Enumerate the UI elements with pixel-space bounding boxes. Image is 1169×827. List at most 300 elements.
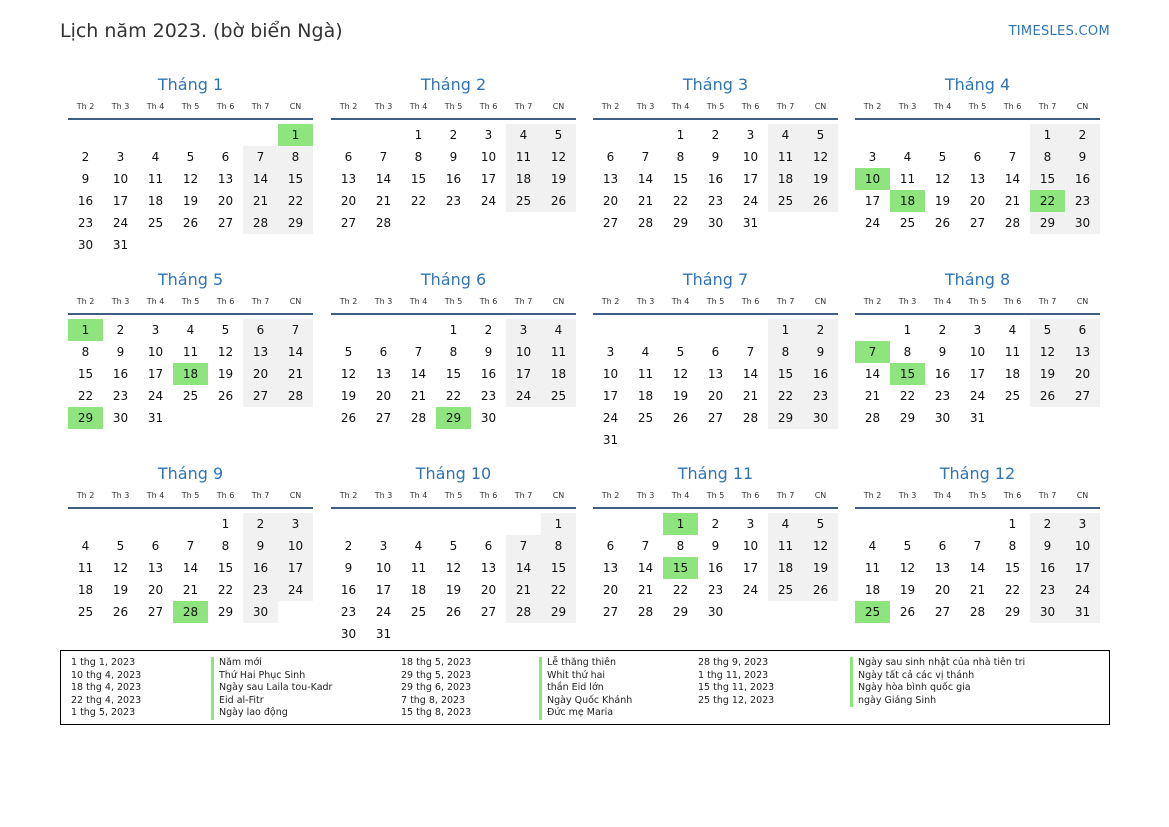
weekday-label: Th 3 [636,102,655,111]
weekday-label: Th 6 [216,102,235,111]
day-cell: 1 [541,513,576,535]
day-cell: 26 [672,411,689,425]
day-cell: 5 [938,150,947,164]
legend-holiday-name: Eid al-Fitr [211,695,332,708]
day-cell: 12 [445,561,462,575]
holiday-day-cell: 18 [890,190,925,212]
weekday-label: Th 2 [863,297,882,306]
legend-date: 10 thg 4, 2023 [71,669,142,681]
weekday-label: Th 5 [706,297,725,306]
empty-cell [436,513,471,535]
day-cell: 21 [637,194,654,208]
day-cell: 15 [445,367,462,381]
day-cell: 8 [1030,146,1065,168]
day-cell: 17 [375,583,392,597]
month-title: Tháng 7 [682,270,749,289]
empty-cell [243,124,278,146]
weekday-header [331,295,576,309]
day-cell: 8 [414,150,423,164]
weekday-label: Th 3 [636,491,655,500]
day-cell: 18 [77,583,94,597]
day-cell: 21 [506,579,541,601]
month-title: Tháng 1 [157,75,224,94]
day-cell: 28 [969,605,986,619]
day-cell: 7 [641,150,650,164]
day-cell: 10 [742,539,759,553]
day-cell: 9 [711,150,720,164]
legend-date: 29 thg 6, 2023 [401,682,472,693]
day-cell: 2 [803,319,838,341]
day-cell: 4 [768,513,803,535]
day-cell: 29 [768,407,803,429]
empty-cell [995,124,1030,146]
weekday-label: Th 3 [898,102,917,111]
day-cell: 4 [186,323,195,337]
header-divider [68,507,313,509]
day-cell: 27 [1065,385,1100,407]
day-cell: 9 [1030,535,1065,557]
day-cell: 21 [375,194,392,208]
weekday-label: Th 5 [706,491,725,500]
day-cell: 5 [903,539,912,553]
legend-date: 15 thg 11, 2023 [698,682,775,693]
day-cell: 15 [672,172,689,186]
holiday-legend [60,650,1110,725]
month-12 [855,463,1100,623]
day-cell: 5 [541,124,576,146]
day-cell: 29 [278,212,313,234]
weekday-label: Th 5 [181,297,200,306]
day-cell: 29 [1004,605,1021,619]
weekday-label: Th 7 [1038,491,1057,500]
day-cell: 5 [803,513,838,535]
legend-holiday-name: Lễ thăng thiên [539,657,632,670]
holiday-day-cell: 25 [855,601,890,623]
day-cell: 16 [707,561,724,575]
day-cell: 15 [217,561,234,575]
day-cell: 25 [768,190,803,212]
day-cell: 7 [243,146,278,168]
day-cell: 2 [344,539,353,553]
legend-date: 1 thg 5, 2023 [71,707,136,718]
day-cell: 2 [711,517,720,531]
day-cell: 23 [1030,579,1065,601]
day-cell: 7 [641,539,650,553]
day-cell: 26 [217,389,234,403]
weekday-label: Th 2 [76,491,95,500]
day-cell: 11 [541,341,576,363]
day-cell: 2 [116,323,125,337]
month-title: Tháng 11 [677,464,754,483]
weekday-label: Th 5 [968,102,987,111]
weekday-label: Th 3 [898,491,917,500]
legend-date: 29 thg 5, 2023 [401,669,472,681]
empty-cell [103,513,138,535]
day-cell: 22 [445,389,462,403]
weekday-label: Th 2 [601,102,620,111]
empty-cell [331,319,366,341]
day-cell: 11 [182,345,199,359]
day-cell: 3 [606,345,615,359]
weekday-label: Th 4 [146,102,165,111]
day-cell: 7 [278,319,313,341]
day-grid [68,319,313,429]
day-cell: 19 [445,583,462,597]
day-cell: 17 [602,389,619,403]
empty-cell [663,319,698,341]
day-cell: 26 [182,216,199,230]
day-cell: 5 [676,345,685,359]
empty-cell [366,319,401,341]
day-cell: 12 [899,561,916,575]
weekday-label: Th 3 [374,102,393,111]
day-cell: 13 [480,561,497,575]
day-cell: 10 [375,561,392,575]
legend-holiday-name: Ngày Quốc Khánh [539,695,632,708]
day-cell: 9 [484,345,493,359]
day-grid [593,124,838,234]
month-title: Tháng 3 [682,75,749,94]
day-cell: 18 [768,557,803,579]
day-cell: 15 [541,557,576,579]
header-divider [593,507,838,509]
day-cell: 15 [77,367,94,381]
header-divider [331,507,576,509]
day-cell: 19 [1030,363,1065,385]
legend-date: 18 thg 5, 2023 [401,657,472,668]
weekday-header [593,295,838,309]
month-4 [855,74,1100,234]
weekday-label: Th 4 [409,491,428,500]
day-cell: 11 [410,561,427,575]
day-cell: 6 [606,539,615,553]
day-cell: 7 [746,345,755,359]
day-cell: 3 [746,128,755,142]
day-cell: 7 [1008,150,1017,164]
empty-cell [173,124,208,146]
day-cell: 12 [672,367,689,381]
holiday-day-cell: 22 [1030,190,1065,212]
day-cell: 21 [243,190,278,212]
day-cell: 22 [899,389,916,403]
day-cell: 10 [742,150,759,164]
holiday-day-cell: 15 [890,363,925,385]
day-cell: 24 [112,216,129,230]
weekday-label: Th 4 [146,491,165,500]
day-cell: 19 [217,367,234,381]
day-cell: 30 [803,407,838,429]
legend-names-col-2 [539,657,632,720]
day-cell: 5 [186,150,195,164]
day-cell: 11 [768,146,803,168]
weekday-label: CN [289,102,302,111]
legend-holiday-name: thần Eid lớn [539,682,632,695]
header-divider [68,313,313,315]
day-cell: 25 [410,605,427,619]
day-cell: 17 [969,367,986,381]
day-cell: 6 [243,319,278,341]
day-cell: 1 [676,128,685,142]
day-cell: 9 [803,341,838,363]
day-cell: 26 [340,411,357,425]
weekday-label: CN [289,491,302,500]
empty-cell [208,124,243,146]
day-cell: 26 [899,605,916,619]
weekday-label: CN [1076,491,1089,500]
day-cell: 23 [340,605,357,619]
header-divider [855,507,1100,509]
day-cell: 30 [1030,601,1065,623]
weekday-label: CN [289,297,302,306]
day-cell: 7 [379,150,388,164]
weekday-label: Th 5 [706,102,725,111]
day-cell: 14 [278,341,313,363]
weekday-label: Th 6 [479,102,498,111]
day-cell: 31 [147,411,164,425]
day-cell: 4 [1008,323,1017,337]
day-cell: 23 [934,389,951,403]
day-cell: 20 [480,583,497,597]
legend-date: 22 thg 4, 2023 [71,694,142,706]
day-cell: 11 [1004,345,1021,359]
day-cell: 20 [934,583,951,597]
day-cell: 22 [410,194,427,208]
day-cell: 20 [969,194,986,208]
month-8 [855,269,1100,429]
day-cell: 20 [217,194,234,208]
weekday-label: Th 2 [76,297,95,306]
legend-names-col-3 [850,657,1025,707]
day-cell: 19 [541,168,576,190]
day-cell: 29 [672,605,689,619]
day-cell: 23 [243,579,278,601]
month-title: Tháng 12 [939,464,1016,483]
day-cell: 24 [742,194,759,208]
day-cell: 3 [151,323,160,337]
weekday-label: CN [552,297,565,306]
day-cell: 30 [707,216,724,230]
day-cell: 8 [1008,539,1017,553]
weekday-label: Th 6 [479,491,498,500]
weekday-label: Th 7 [776,491,795,500]
day-cell: 20 [243,363,278,385]
day-cell: 19 [899,583,916,597]
weekday-label: Th 6 [216,491,235,500]
day-cell: 20 [375,389,392,403]
month-title: Tháng 10 [415,464,492,483]
day-cell: 14 [1004,172,1021,186]
day-cell: 31 [375,627,392,641]
day-cell: 7 [414,345,423,359]
day-cell: 13 [1065,341,1100,363]
legend-holiday-name: Ngày tất cả các vị thánh [850,670,1025,683]
day-cell: 3 [484,128,493,142]
weekday-label: Th 7 [251,102,270,111]
weekday-label: CN [814,491,827,500]
holiday-day-cell: 1 [663,513,698,535]
day-cell: 22 [77,389,94,403]
day-cell: 3 [278,513,313,535]
weekday-label: CN [1076,102,1089,111]
day-cell: 26 [934,216,951,230]
day-cell: 21 [742,389,759,403]
day-cell: 6 [1065,319,1100,341]
day-cell: 25 [1004,389,1021,403]
day-cell: 8 [449,345,458,359]
day-cell: 1 [414,128,423,142]
weekday-label: Th 3 [636,297,655,306]
empty-cell [890,513,925,535]
day-cell: 16 [77,194,94,208]
weekday-label: Th 2 [601,491,620,500]
weekday-label: Th 4 [933,102,952,111]
day-cell: 28 [243,212,278,234]
day-cell: 12 [803,146,838,168]
weekday-label: Th 7 [514,297,533,306]
day-cell: 23 [112,389,129,403]
day-cell: 24 [864,216,881,230]
day-cell: 22 [672,583,689,597]
day-cell: 22 [672,194,689,208]
empty-cell [925,513,960,535]
day-cell: 12 [340,367,357,381]
day-cell: 24 [1065,579,1100,601]
day-cell: 21 [637,583,654,597]
day-cell: 6 [379,345,388,359]
day-cell: 28 [742,411,759,425]
day-cell: 21 [864,389,881,403]
day-cell: 19 [182,194,199,208]
day-cell: 17 [278,557,313,579]
day-cell: 12 [112,561,129,575]
day-cell: 20 [1065,363,1100,385]
empty-cell [593,124,628,146]
day-cell: 13 [243,341,278,363]
legend-holiday-name: Ngày lao động [211,707,332,720]
header-divider [331,118,576,120]
day-cell: 5 [221,323,230,337]
day-cell: 6 [151,539,160,553]
day-cell: 13 [969,172,986,186]
day-cell: 25 [77,605,94,619]
legend-holiday-name: Đức mẹ Maria [539,707,632,720]
month-10 [331,463,576,645]
month-title: Tháng 4 [944,75,1011,94]
weekday-header [68,295,313,309]
day-cell: 16 [707,172,724,186]
empty-cell [628,319,663,341]
day-cell: 18 [637,389,654,403]
month-7 [593,269,838,451]
day-cell: 4 [506,124,541,146]
day-cell: 17 [147,367,164,381]
day-cell: 11 [768,535,803,557]
day-cell: 18 [768,168,803,190]
weekday-label: Th 7 [514,102,533,111]
empty-cell [628,513,663,535]
day-cell: 18 [506,168,541,190]
holiday-day-cell: 1 [278,124,313,146]
day-grid [331,124,576,234]
legend-date: 15 thg 8, 2023 [401,707,472,718]
weekday-label: Th 3 [374,491,393,500]
legend-date: 7 thg 8, 2023 [401,694,466,706]
brand-link[interactable]: TIMESLES.COM [1008,24,1110,39]
day-cell: 16 [243,557,278,579]
day-cell: 5 [1030,319,1065,341]
day-cell: 24 [602,411,619,425]
day-cell: 13 [934,561,951,575]
day-cell: 18 [1004,367,1021,381]
legend-dates-col-3 [698,657,774,707]
month-9 [68,463,313,623]
day-cell: 2 [1065,124,1100,146]
day-cell: 24 [506,385,541,407]
day-cell: 4 [903,150,912,164]
month-title: Tháng 2 [420,75,487,94]
day-cell: 16 [445,172,462,186]
day-cell: 27 [375,411,392,425]
weekday-label: Th 5 [968,491,987,500]
empty-cell [366,124,401,146]
weekday-label: Th 5 [444,102,463,111]
legend-holiday-name: Whit thứ hai [539,670,632,683]
day-cell: 22 [768,385,803,407]
legend-holiday-name: Ngày sau sinh nhật của nhà tiên tri [850,657,1025,670]
weekday-label: Th 2 [76,102,95,111]
day-cell: 27 [969,216,986,230]
month-title: Tháng 8 [944,270,1011,289]
day-cell: 23 [707,194,724,208]
empty-cell [698,319,733,341]
day-cell: 8 [278,146,313,168]
weekday-label: Th 5 [444,491,463,500]
legend-holiday-name: Ngày hòa bình quốc gia [850,682,1025,695]
weekday-label: Th 6 [1003,297,1022,306]
holiday-day-cell: 15 [663,557,698,579]
weekday-label: Th 7 [514,491,533,500]
day-cell: 7 [973,539,982,553]
day-cell: 8 [676,150,685,164]
weekday-header [855,489,1100,503]
day-cell: 18 [864,583,881,597]
day-cell: 12 [1030,341,1065,363]
weekday-label: Th 4 [933,297,952,306]
day-cell: 30 [934,411,951,425]
day-cell: 26 [803,190,838,212]
weekday-label: Th 6 [741,102,760,111]
day-cell: 4 [151,150,160,164]
day-cell: 30 [77,238,94,252]
day-cell: 23 [480,389,497,403]
day-cell: 10 [969,345,986,359]
empty-cell [103,124,138,146]
day-grid [593,319,838,451]
day-cell: 17 [480,172,497,186]
day-cell: 24 [147,389,164,403]
day-cell: 28 [410,411,427,425]
day-cell: 28 [637,216,654,230]
weekday-label: Th 7 [776,102,795,111]
legend-holiday-name: Năm mới [211,657,332,670]
weekday-label: Th 5 [444,297,463,306]
day-cell: 7 [186,539,195,553]
day-cell: 26 [803,579,838,601]
day-cell: 14 [410,367,427,381]
day-cell: 14 [864,367,881,381]
day-cell: 1 [221,517,230,531]
weekday-label: Th 3 [111,102,130,111]
